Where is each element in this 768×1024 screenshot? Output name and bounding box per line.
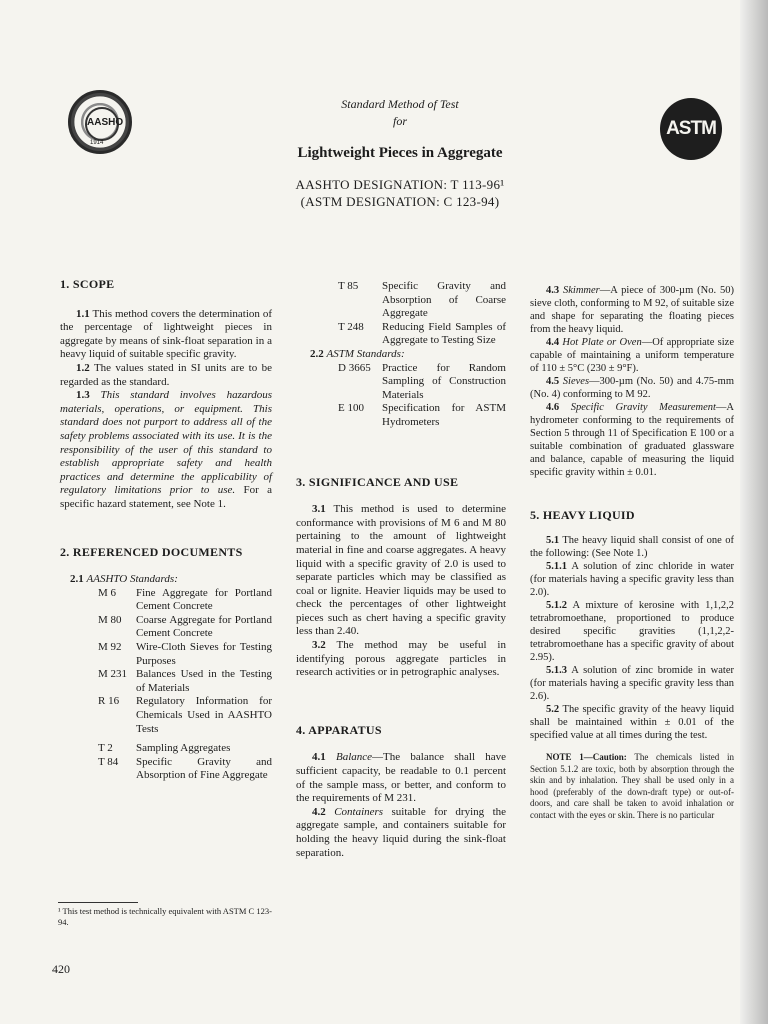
aashto-seal-year: 1914 xyxy=(90,140,104,146)
section-heading-heavy-liquid: 5. HEAVY LIQUID xyxy=(530,508,635,522)
title-line-1: Standard Method of Test xyxy=(341,97,459,111)
reference-list xyxy=(60,587,272,783)
page-title: Lightweight Pieces in Aggregate xyxy=(297,145,503,161)
page-edge-shadow xyxy=(740,0,768,1024)
paragraph-4-6: 4.6 Specific Gravity Measurement—A hydrometer conforming to the requirements of Section 5 through 11 of Specification E 100 or a suitable combination of graduated glassware and balance, capable of measuring the liquid specific gravity within ± 0.01. xyxy=(530,402,734,478)
paragraph-5-1-3: 5.1.3 A solution of zinc bromide in water (for materials having a specific gravity less than 2.6). xyxy=(530,665,734,702)
paragraph-5-1-2: 5.1.2 A mixture of kerosine with 1,1,2,2 tetrabromoethane, proportioned to produce desired specific gravities (1,1,2,2-tetrabromoethane has a specific gravity of about 2.95). xyxy=(530,600,734,663)
paragraph-1-1: 1.1 This method covers the determination of the percentage of lightweight pieces in aggregate by means of sink-float separation in a heavy liquid of suitable specific gravity. xyxy=(60,307,272,361)
list-item: E 100 Specification for ASTM Hydrometers xyxy=(338,402,506,428)
paragraph-1-3: 1.3 This standard involves hazardous materials, operations, or equipment. This standard does not purport to address all of the safety problems associated with its use. It is the responsibility of the user of this standard to establish appropriate safety and health practices and determine the applicability of regulatory limitations prior to use. For a specific hazard statement, see Note 1. xyxy=(60,389,273,510)
column-3 xyxy=(530,284,734,821)
section-heading-significance: 3. SIGNIFICANCE AND USE xyxy=(296,474,459,489)
astm-reference-list xyxy=(296,362,506,430)
aashto-seal-text: AASHO xyxy=(85,107,119,141)
section-heading-scope: 1. SCOPE xyxy=(60,277,115,291)
subsection-aashto-standards: 2.1 AASHTO Standards: xyxy=(70,573,178,586)
paragraph-4-3: 4.3 Skimmer—A piece of 300-µm (No. 50) sieve cloth, conforming to M 92, of suitable size and shape for separating the floating pieces from the heavy liquid. xyxy=(530,285,734,335)
list-item: T 248 Reducing Field Samples of Aggregate to Testing Size xyxy=(338,320,506,347)
footnote-rule xyxy=(58,902,138,903)
column-1 xyxy=(60,278,272,783)
page-number: 420 xyxy=(52,962,70,976)
designation-aashto: AASHTO DESIGNATION: T 113-96¹ xyxy=(295,177,505,192)
paragraph-5-1: 5.1 The heavy liquid shall consist of one of the following: (See Note 1.) xyxy=(530,535,734,559)
title-line-2: for xyxy=(392,114,407,128)
list-item: T 85 Specific Gravity and Absorption of Coarse Aggregate xyxy=(338,280,506,320)
list-item: M 231 Balances Used in the Testing of Materials xyxy=(98,668,272,694)
astm-logo-icon: ASTM xyxy=(660,98,722,160)
footnote: ¹ This test method is technically equivalent with ASTM C 123-94. xyxy=(58,906,272,927)
paragraph-4-1: 4.1 Balance—The balance shall have sufficient capacity, be readable to 0.1 percent of the sample mass, or better, and conform to the requirements of M 231. xyxy=(296,751,507,805)
paragraph-3-1: 3.1 This method is used to determine conformance with provisions of M 6 and M 80 pertaining to the amount of lightweight material in fine and coarse aggregates. A heavy liquid with a specific gravity of 2.0 is used to separate particles which may be classified as coal or lignite. Heavier liquids may be used to check the percentages of other lightweight pieces such as chert having a specific gravity less than 2.40. xyxy=(296,503,506,638)
section-heading-apparatus: 4. APPARATUS xyxy=(296,722,382,737)
designation-astm: (ASTM DESIGNATION: C 123-94) xyxy=(300,194,500,209)
paragraph-3-2: 3.2 The method may be useful in identifying porous aggregate particles in research activities or in petrographic analyses. xyxy=(296,639,506,679)
paragraph-4-5: 4.5 Sieves—300-µm (No. 50) and 4.75-mm (No. 4) conforming to M 92. xyxy=(530,376,735,400)
paragraph-5-2: 5.2 The specific gravity of the heavy liquid shall be maintained within ± 0.01 of the specified value at all times during the test. xyxy=(530,704,734,741)
section-heading-referenced: 2. REFERENCED DOCUMENTS xyxy=(60,544,243,559)
reference-list-continued xyxy=(296,280,506,348)
column-2 xyxy=(296,280,506,860)
list-item: M 6 Fine Aggregate for Portland Cement Concrete xyxy=(98,586,272,613)
paragraph-5-1-1: 5.1.1 A solution of zinc chloride in water (for materials having a specific gravity less than 2.0). xyxy=(530,561,735,598)
list-item: M 92 Wire-Cloth Sieves for Testing Purposes xyxy=(98,641,272,667)
paragraph-1-2: 1.2 The values stated in SI units are to be regarded as the standard. xyxy=(60,361,272,388)
list-item: M 80 Coarse Aggregate for Portland Cement Concrete xyxy=(98,613,272,640)
note-1: NOTE 1—Caution: The chemicals listed in Section 5.1.2 are toxic, both by absorption through the skin and by inhalation. They shall be used only in a hood (preferably of the down-draft type) or out-of-doors, and care shall be taken to avoid inhalation or contact with the eyes or skin. There is no particular xyxy=(530,752,734,820)
list-item: T 84 Specific Gravity and Absorption of Fine Aggregate xyxy=(98,755,272,782)
paragraph-4-2: 4.2 Containers suitable for drying the aggregate sample, and containers suitable for holding the heavy liquid during the sink-float separation. xyxy=(296,805,507,859)
list-item: R 16 Regulatory Information for Chemicals Used in AASHTO Tests xyxy=(98,695,272,735)
list-item: D 3665 Practice for Random Sampling of Construction Materials xyxy=(338,361,506,401)
paragraph-4-4: 4.4 Hot Plate or Oven—Of appropriate size capable of maintaining a uniform temperature of 110 ± 5°C (230 ± 9°F). xyxy=(530,337,734,374)
list-item: T 2 Sampling Aggregates xyxy=(98,742,231,755)
subsection-astm-standards: 2.2 ASTM Standards: xyxy=(310,347,405,360)
